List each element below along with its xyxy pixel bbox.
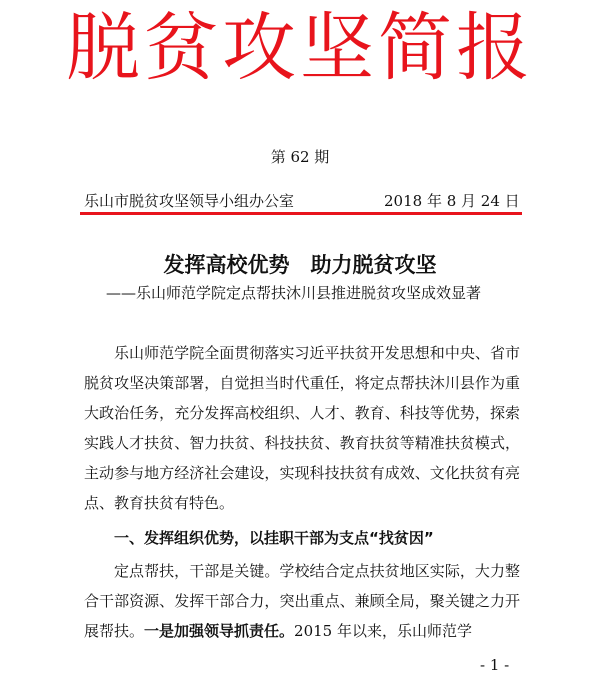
article-paragraph-1: 乐山师范学院全面贯彻落实习近平扶贫开发思想和中央、省市脱贫攻坚决策部署，自觉担当时代重任，将定点帮扶沐川县作为重大政治任务，充分发挥高校组织、人才、教育、科技等优势，探索实践人才扶贫、智力扶贫、科技扶贫、教育扶贫等精准扶贫模式，主动参与地方经济社会建设，实现科技扶贫有成效、文化扶贫有亮点、教育扶贫有特色。 [84,344,520,512]
article-headline: 发挥高校优势 助力脱贫攻坚 [163,252,437,277]
page-number: - 1 - [480,656,510,674]
issue-number: 第 62 期 [270,148,330,166]
article-subheadline: ——乐山师范学院定点帮扶沐川县推进脱贫攻坚成效显著 [106,284,482,302]
paragraph-2-emphasis: 一是加强领导抓责任。 [144,622,295,640]
red-divider-rule [80,212,522,215]
paragraph-2-text: 定点帮扶，干部是关键。学校结合定点扶贫地区实际，大力整合干部资源、发挥干部合力，突出重点、兼顾全局，聚关键之力开展帮扶。 [84,562,520,640]
issuer-office: 乐山市脱贫攻坚领导小组办公室 [84,192,295,210]
article-paragraph-2 [84,556,520,646]
section-heading-1: 一、发挥组织优势，以挂职干部为支点“找贫因” [114,529,434,547]
masthead-title: 脱贫攻坚简报 [66,5,534,91]
paragraph-2-continuation: 2015 年以来，乐山师范学 [294,622,472,640]
issue-date: 2018 年 8 月 24 日 [384,192,520,210]
